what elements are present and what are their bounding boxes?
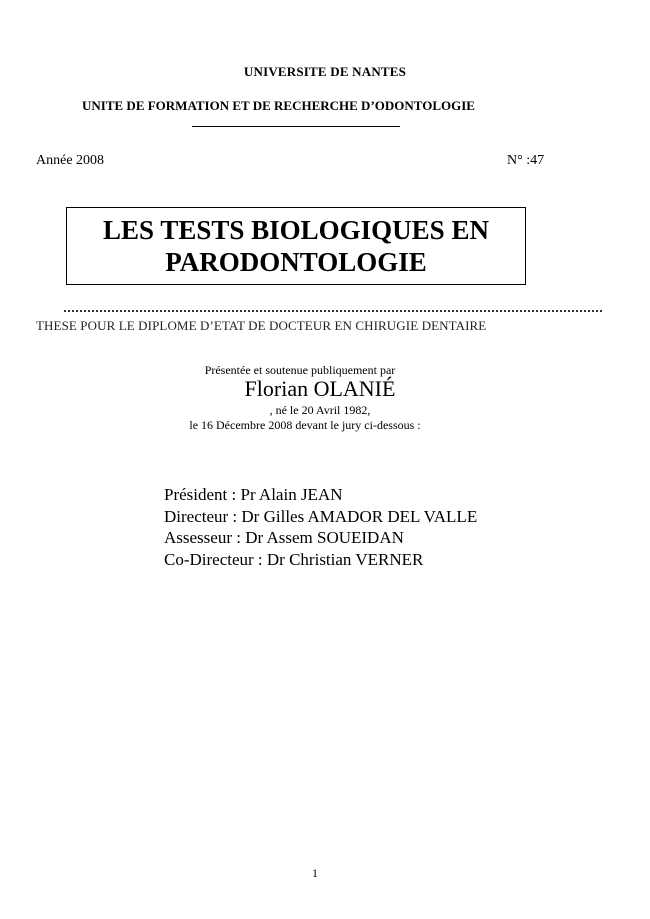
thesis-number: N° :47 [507, 153, 545, 168]
title-box [66, 207, 526, 285]
jury-list [164, 484, 477, 570]
jury-member-president: Président : Pr Alain JEAN [164, 485, 343, 504]
author-name: Florian OLANIÉ [244, 376, 396, 401]
jury-member-co-director: Co-Directeur : Dr Christian VERNER [164, 549, 424, 569]
defense-date-text: le 16 Décembre 2008 devant le jury ci-dessous : [189, 418, 421, 432]
dotted-separator [64, 310, 602, 312]
page-number: 1 [312, 866, 318, 880]
thesis-title-line-2: PARODONTOLOGIE [165, 247, 427, 277]
presented-by-text: Présentée et soutenue publiquement par [204, 363, 396, 377]
thesis-title-line-1: LES TESTS BIOLOGIQUES EN [103, 215, 489, 245]
academic-year: Année 2008 [36, 153, 105, 168]
header-rule [192, 126, 400, 127]
degree-line: THESE POUR LE DIPLOME D’ETAT DE DOCTEUR EN CHIRUGIE DENTAIRE [36, 318, 487, 333]
birth-date-text: , né le 20 Avril 1982, [269, 403, 371, 417]
jury-member-director: Directeur : Dr Gilles AMADOR DEL VALLE [164, 506, 478, 526]
jury-member-assessor: Assesseur : Dr Assem SOUEIDAN [164, 528, 404, 547]
faculty-name: UNITE DE FORMATION ET DE RECHERCHE D’ODONTOLOGIE [82, 98, 475, 113]
university-name: UNIVERSITE DE NANTES [243, 64, 407, 79]
thesis-title [67, 214, 525, 278]
